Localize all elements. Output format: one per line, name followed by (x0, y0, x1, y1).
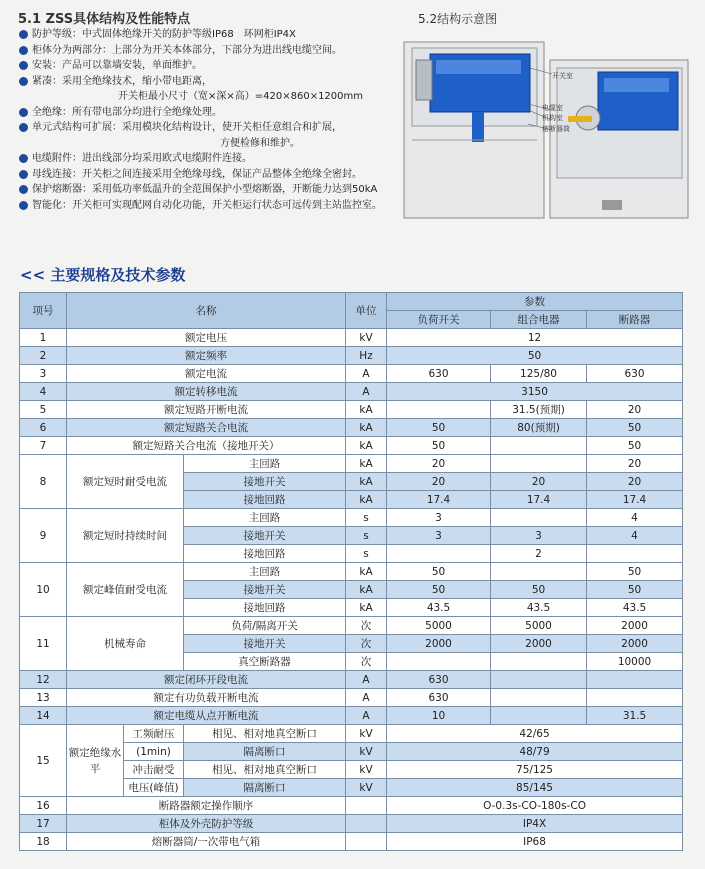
cell-breaker: 10000 (587, 653, 683, 671)
cell-load-switch (387, 401, 491, 419)
mechanism-left (416, 60, 432, 100)
cell-no: 6 (20, 419, 67, 437)
cell-no: 14 (20, 707, 67, 725)
cell-load-switch: 50 (387, 581, 491, 599)
cell-value: IP4X (387, 815, 683, 833)
cell-breaker: 4 (587, 509, 683, 527)
cell-unit: A (346, 689, 387, 707)
cell-no: 5 (20, 401, 67, 419)
section-5-1-title: 5.1 ZSS具体结构及性能特点 (18, 12, 191, 27)
cell-subname: 相见、相对地真空断口 (184, 725, 346, 743)
table-header-row (20, 293, 683, 311)
cell-no: 8 (20, 455, 67, 509)
cell-breaker: 43.5 (587, 599, 683, 617)
table-row (20, 725, 683, 743)
table-row (20, 401, 683, 419)
cell-load-switch: 50 (387, 437, 491, 455)
cell-unit: kA (346, 473, 387, 491)
cell-unit: kV (346, 779, 387, 797)
cell-subname: 负荷/隔离开关 (184, 617, 346, 635)
cell-name: 额定峰值耐受电流 (67, 563, 184, 617)
cell-unit: kA (346, 581, 387, 599)
cell-combo (491, 455, 587, 473)
bullet-icon (19, 170, 28, 179)
cell-subname: 相见、相对地真空断口 (184, 761, 346, 779)
bullet-icon (19, 123, 28, 132)
bullet-icon (19, 185, 28, 194)
table-row (20, 455, 683, 473)
cell-name: 额定短路开断电流 (67, 401, 346, 419)
cell-unit: kA (346, 401, 387, 419)
cell-breaker: 20 (587, 455, 683, 473)
cell-combo: 80(预期) (491, 419, 587, 437)
spec-table (19, 292, 683, 851)
table-row (20, 419, 683, 437)
table-row (20, 563, 683, 581)
feature-item: 安装：产品可以靠墙安装，单面维护。 (18, 58, 413, 74)
table-row (20, 797, 683, 815)
cell-no: 12 (20, 671, 67, 689)
cell-load-switch (387, 653, 491, 671)
cell-name: 柜体及外壳防护等级 (67, 815, 346, 833)
cell-load-switch: 630 (387, 689, 491, 707)
cell-subname: 接地回路 (184, 545, 346, 563)
cell-breaker: 50 (587, 437, 683, 455)
cell-group-label: 电压(峰值) (124, 779, 184, 797)
cell-unit: 次 (346, 653, 387, 671)
cell-unit: kV (346, 329, 387, 347)
cell-no: 7 (20, 437, 67, 455)
cell-combo: 31.5(预期) (491, 401, 587, 419)
table-row (20, 329, 683, 347)
cell-value: IP68 (387, 833, 683, 851)
cell-name: 额定短路关合电流 (67, 419, 346, 437)
cell-unit: 次 (346, 635, 387, 653)
cell-unit: kA (346, 419, 387, 437)
cell-breaker: 2000 (587, 635, 683, 653)
bullet-icon (19, 154, 28, 163)
cell-no: 16 (20, 797, 67, 815)
cell-breaker (587, 689, 683, 707)
cell-no: 17 (20, 815, 67, 833)
cell-combo (491, 653, 587, 671)
cell-no: 15 (20, 725, 67, 797)
cell-no: 18 (20, 833, 67, 851)
cell-no: 10 (20, 563, 67, 617)
cell-group-label: 冲击耐受 (124, 761, 184, 779)
table-row (20, 383, 683, 401)
cell-subname: 接地开关 (184, 635, 346, 653)
feature-item: 智能化：开关柜可实现配网自动化功能，开关柜运行状态可远传到主站监控室。 (18, 198, 413, 214)
cell-load-switch: 630 (387, 365, 491, 383)
cell-load-switch: 20 (387, 473, 491, 491)
cell-name: 额定短路关合电流（接地开关） (67, 437, 346, 455)
cell-subname: 主回路 (184, 563, 346, 581)
cell-unit (346, 797, 387, 815)
cell-combo: 43.5 (491, 599, 587, 617)
busbar-link (568, 116, 592, 122)
cell-combo (491, 509, 587, 527)
bullet-icon (19, 201, 28, 210)
header-load-switch: 负荷开关 (387, 311, 491, 329)
cell-combo (491, 671, 587, 689)
table-row (20, 347, 683, 365)
cell-name: 额定短时持续时间 (67, 509, 184, 563)
cell-no: 4 (20, 383, 67, 401)
header-no: 项号 (20, 293, 67, 329)
cell-name: 额定电压 (67, 329, 346, 347)
label-mechanism-room: 机构室 (542, 114, 563, 122)
cell-subname: 接地回路 (184, 599, 346, 617)
cell-unit: kA (346, 455, 387, 473)
cell-unit: 次 (346, 617, 387, 635)
cell-breaker: 630 (587, 365, 683, 383)
cell-value: O-0.3s-CO-180s-CO (387, 797, 683, 815)
cell-unit: kA (346, 437, 387, 455)
feature-item: 单元式结构可扩展：采用模块化结构设计，使开关柜任意组合和扩展， (18, 120, 413, 136)
cell-subname: 真空断路器 (184, 653, 346, 671)
cell-combo: 5000 (491, 617, 587, 635)
cell-subname: 接地开关 (184, 527, 346, 545)
cell-name: 额定有功负载开断电流 (67, 689, 346, 707)
cell-load-switch: 20 (387, 455, 491, 473)
cell-value: 42/65 (387, 725, 683, 743)
cell-name: 额定电缆从点开断电流 (67, 707, 346, 725)
cell-load-switch: 17.4 (387, 491, 491, 509)
cell-load-switch: 50 (387, 419, 491, 437)
cell-no: 1 (20, 329, 67, 347)
cell-value: 12 (387, 329, 683, 347)
bullet-icon (19, 77, 28, 86)
spec-section-title: << 主要规格及技术参数 (20, 266, 186, 284)
feature-item: 全绝缘：所有带电部分均进行全绝缘处理。 (18, 105, 413, 121)
cell-unit: Hz (346, 347, 387, 365)
bullet-icon (19, 30, 28, 39)
label-cable-room: 电缆室 (542, 104, 563, 112)
cell-unit: s (346, 509, 387, 527)
cell-no: 13 (20, 689, 67, 707)
cell-unit: kA (346, 563, 387, 581)
table-row (20, 617, 683, 635)
cell-unit: s (346, 527, 387, 545)
table-row (20, 365, 683, 383)
cell-breaker: 50 (587, 563, 683, 581)
table-row (20, 689, 683, 707)
header-params: 参数 (387, 293, 683, 311)
table-row (20, 815, 683, 833)
cell-no: 3 (20, 365, 67, 383)
cell-name: 额定电流 (67, 365, 346, 383)
section-5-2-title: 5.2结构示意图 (418, 12, 498, 26)
cell-unit: kA (346, 491, 387, 509)
label-fuse-cylinder: 熔断器筒 (542, 125, 570, 133)
feature-item: 母线连接：开关柜之间连接采用全绝缘母线，保证产品整体全绝缘全密封。 (18, 167, 413, 183)
cell-unit: A (346, 365, 387, 383)
feature-item: 柜体分为两部分：上部分为开关本体部分，下部分为进出线电缆空间。 (18, 43, 413, 59)
cell-subname: 主回路 (184, 509, 346, 527)
cell-combo: 50 (491, 581, 587, 599)
label-switch-room: 开关室 (552, 72, 573, 80)
cable-entry-right (602, 200, 622, 210)
cell-unit: kV (346, 761, 387, 779)
cable-left (472, 112, 484, 142)
cell-breaker (587, 545, 683, 563)
cell-name: 额定短时耐受电流 (67, 455, 184, 509)
cell-group-label: (1min) (124, 743, 184, 761)
cell-breaker (587, 671, 683, 689)
cell-load-switch: 5000 (387, 617, 491, 635)
cell-group-label: 工频耐压 (124, 725, 184, 743)
cell-subname: 接地开关 (184, 581, 346, 599)
cell-value: 85/145 (387, 779, 683, 797)
cell-combo: 17.4 (491, 491, 587, 509)
cell-unit (346, 833, 387, 851)
cell-load-switch: 3 (387, 527, 491, 545)
cell-subname: 接地开关 (184, 473, 346, 491)
cell-combo (491, 689, 587, 707)
cell-name: 断路器额定操作顺序 (67, 797, 346, 815)
cell-value: 48/79 (387, 743, 683, 761)
cell-breaker: 2000 (587, 617, 683, 635)
cell-unit (346, 815, 387, 833)
cell-unit: kA (346, 599, 387, 617)
cell-load-switch: 10 (387, 707, 491, 725)
cell-breaker: 50 (587, 581, 683, 599)
cell-name: 熔断器筒/一次带电气箱 (67, 833, 346, 851)
feature-item-continued: 开关柜最小尺寸（宽×深×高）=420×860×1200mm (118, 91, 363, 102)
cell-breaker: 20 (587, 473, 683, 491)
cell-unit: kV (346, 725, 387, 743)
cell-name: 额定闭环开段电流 (67, 671, 346, 689)
cell-breaker: 4 (587, 527, 683, 545)
cell-subname: 主回路 (184, 455, 346, 473)
cell-load-switch: 43.5 (387, 599, 491, 617)
cell-breaker: 20 (587, 401, 683, 419)
table-row (20, 437, 683, 455)
cell-unit: A (346, 671, 387, 689)
cell-combo: 2 (491, 545, 587, 563)
feature-item: 防护等级：中式固体绝缘开关的防护等级IP68 环网柜IP4X (18, 27, 413, 43)
cell-combo (491, 563, 587, 581)
cell-breaker: 31.5 (587, 707, 683, 725)
cell-combo: 3 (491, 527, 587, 545)
cell-no: 11 (20, 617, 67, 671)
cell-unit: A (346, 383, 387, 401)
bullet-icon (19, 61, 28, 70)
cell-breaker: 17.4 (587, 491, 683, 509)
feature-item: 紧凑：采用全绝缘技术，缩小带电距离， (18, 74, 413, 90)
cell-subname: 隔离断口 (184, 743, 346, 761)
switch-body-left-detail (436, 60, 521, 74)
cell-name: 额定频率 (67, 347, 346, 365)
cell-value: 50 (387, 347, 683, 365)
cell-load-switch: 630 (387, 671, 491, 689)
cell-breaker: 50 (587, 419, 683, 437)
cell-combo: 2000 (491, 635, 587, 653)
cell-unit: A (346, 707, 387, 725)
cell-name: 额定转移电流 (67, 383, 346, 401)
header-unit: 单位 (346, 293, 387, 329)
cell-subname: 隔离断口 (184, 779, 346, 797)
cell-load-switch (387, 545, 491, 563)
structure-diagram (402, 40, 692, 220)
cell-load-switch: 2000 (387, 635, 491, 653)
cell-no: 9 (20, 509, 67, 563)
cell-value: 75/125 (387, 761, 683, 779)
cell-load-switch: 3 (387, 509, 491, 527)
cell-unit: s (346, 545, 387, 563)
cell-value: 3150 (387, 383, 683, 401)
header-breaker: 断路器 (587, 311, 683, 329)
header-name: 名称 (67, 293, 346, 329)
cell-combo: 125/80 (491, 365, 587, 383)
bullet-icon (19, 108, 28, 117)
cell-name: 额定绝缘水平 (67, 725, 124, 797)
cell-subname: 接地回路 (184, 491, 346, 509)
cell-load-switch: 50 (387, 563, 491, 581)
table-row (20, 671, 683, 689)
cell-no: 2 (20, 347, 67, 365)
cell-combo (491, 707, 587, 725)
cell-unit: kV (346, 743, 387, 761)
header-combo: 组合电器 (491, 311, 587, 329)
bullet-icon (19, 46, 28, 55)
switch-body-right-detail (604, 78, 669, 92)
feature-list (18, 27, 413, 213)
feature-item: 电缆附件：进出线部分均采用欧式电缆附件连接。 (18, 151, 413, 167)
feature-item-continued: 方便检修和维护。 (220, 137, 300, 149)
table-row (20, 833, 683, 851)
cell-name: 机械寿命 (67, 617, 184, 671)
feature-item: 保护熔断器：采用低功率低温升的全范围保护小型熔断器，开断能力达到50kA (18, 182, 413, 198)
cell-combo (491, 437, 587, 455)
table-row (20, 509, 683, 527)
cell-combo: 20 (491, 473, 587, 491)
table-row (20, 707, 683, 725)
